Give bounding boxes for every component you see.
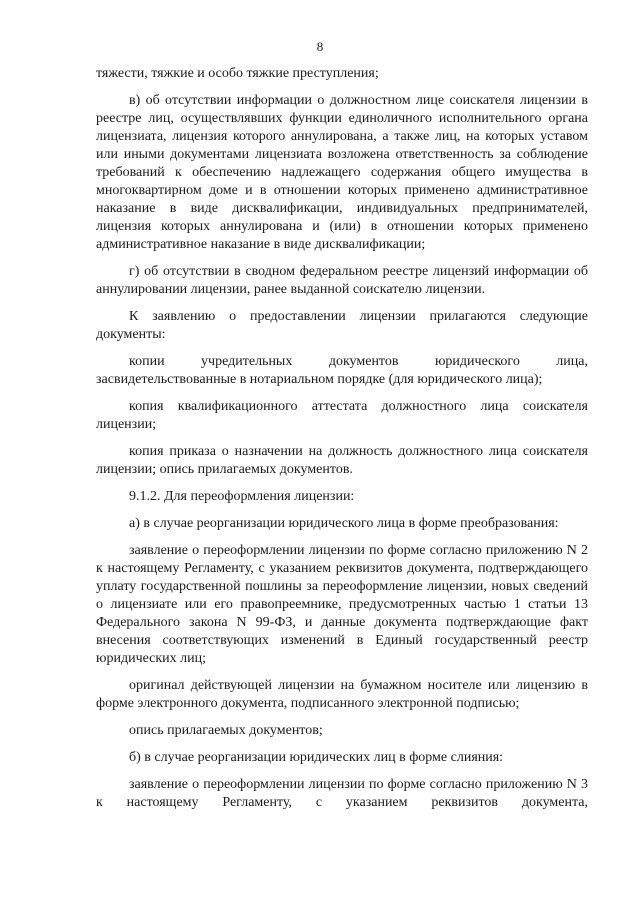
paragraph-continuation: тяжести, тяжкие и особо тяжкие преступления; xyxy=(96,66,379,81)
paragraph-item-g: г) об отсутствии в сводном федеральном реестре лицензий информации об аннулировании лицензии, ранее выданной соискателю лицензии. xyxy=(96,264,588,297)
paragraph-item-v: в) об отсутствии информации о должностном лице соискателя лицензии в реестре лиц, осуществлявших функции единоличного исполнительного органа лицензиата, лицензия которого аннулирована, а также лиц, на которых уставом или иными документами лицензиата возложена ответственность за соблюдение требований к обеспечению надлежащего содержания общего имущества в многоквартирном доме и в отношении которых применено административное наказание в виде дисквалификации, индивидуальных предпринимателей, лицензия которых аннулирована и (или) в отношении которых применено административное наказание в виде дисквалификации; xyxy=(96,93,588,252)
paragraph-section-9-1-2: 9.1.2. Для переоформления лицензии: xyxy=(129,489,355,504)
paragraph-qualification-certificate: копия квалификационного аттестата должностного лица соискателя лицензии; xyxy=(96,399,588,432)
paragraph-charter-copies: копии учредительных документов юридического лица, засвидетельствованные в нотариальном порядке (для юридического лица); xyxy=(96,354,588,387)
paragraph-item-b: б) в случае реорганизации юридических лиц в форме слияния: xyxy=(129,750,504,765)
page-number: 8 xyxy=(316,39,324,54)
paragraph-appointment-order: копия приказа о назначении на должность должностного лица соискателя лицензии; опись прилагаемых документов. xyxy=(96,444,588,477)
paragraph-attachments-intro: К заявлению о предоставлении лицензии прилагаются следующие документы: xyxy=(96,309,588,342)
paragraph-original-license: оригинал действующей лицензии на бумажном носителе или лицензию в форме электронного документа, подписанного электронной подписью; xyxy=(96,678,588,711)
paragraph-item-a: а) в случае реорганизации юридического лица в форме преобразования: xyxy=(129,516,559,531)
paragraph-inventory: опись прилагаемых документов; xyxy=(129,723,323,738)
paragraph-application-form-2: заявление о переоформлении лицензии по форме согласно приложению N 2 к настоящему Регламенту, с указанием реквизитов документа, подтверждающего уплату государственной пошлины за переоформление лицензии, новых сведений о лицензиате или его правопреемнике, предусмотренных частью 1 статьи 13 Федерального закона N 99-ФЗ, и данные документа подтверждающие факт внесения соответствующих изменений в Единый государственный реестр юридических лиц; xyxy=(96,543,588,666)
paragraph-application-form-3: заявление о переоформлении лицензии по форме согласно приложению N 3 к настоящему Регламенту, с указанием реквизитов документа, xyxy=(96,777,588,810)
document-body xyxy=(96,65,588,821)
